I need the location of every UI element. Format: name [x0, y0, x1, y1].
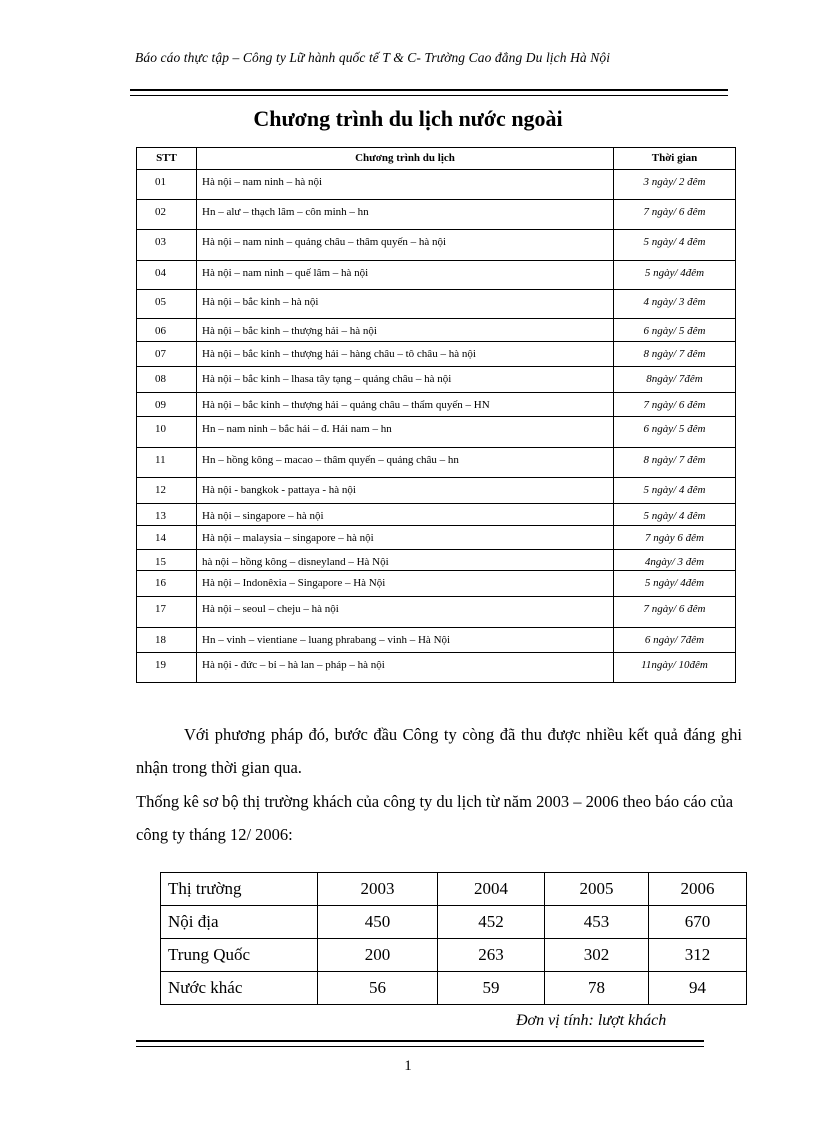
market-value: 453	[545, 906, 649, 939]
footer-rule-thick	[136, 1040, 704, 1042]
table-row	[137, 504, 736, 526]
row-stt: 06	[137, 319, 197, 342]
table-row	[137, 526, 736, 550]
table-row	[137, 628, 736, 653]
row-duration: 7 ngày 6 đêm	[614, 526, 736, 550]
table-row	[137, 417, 736, 448]
row-stt: 09	[137, 393, 197, 417]
row-duration: 7 ngày/ 6 đêm	[614, 393, 736, 417]
row-program: Hà nội – bắc kinh – thượng hải – hàng châu – tô châu – hà nội	[197, 342, 614, 367]
row-program: Hà nội – bắc kinh – lhasa tây tạng – quảng châu – hà nội	[197, 367, 614, 393]
row-duration: 6 ngày/ 5 đêm	[614, 319, 736, 342]
table-row	[137, 290, 736, 319]
column-header-stt: STT	[137, 148, 197, 170]
row-duration: 5 ngày/ 4đêm	[614, 571, 736, 597]
column-header-market: Thị trường	[161, 873, 318, 906]
table-row	[137, 653, 736, 683]
row-stt: 02	[137, 200, 197, 230]
row-stt: 19	[137, 653, 197, 683]
row-duration: 7 ngày/ 6 đêm	[614, 200, 736, 230]
table-row	[137, 448, 736, 478]
market-statistics-table	[160, 872, 747, 1005]
table-row	[137, 478, 736, 504]
row-stt: 17	[137, 597, 197, 628]
table-row	[137, 170, 736, 200]
table-row	[137, 571, 736, 597]
row-stt: 03	[137, 230, 197, 261]
table-row	[161, 906, 747, 939]
market-value: 94	[649, 972, 747, 1005]
row-stt: 11	[137, 448, 197, 478]
table-row	[161, 972, 747, 1005]
column-header-2006: 2006	[649, 873, 747, 906]
row-stt: 12	[137, 478, 197, 504]
row-duration: 8ngày/ 7đêm	[614, 367, 736, 393]
table-row	[137, 200, 736, 230]
row-stt: 16	[137, 571, 197, 597]
page-header: Báo cáo thực tập – Công ty Lữ hành quốc tế T & C- Trường Cao đẳng Du lịch Hà Nội	[135, 50, 611, 65]
row-program: Hà nội – malaysia – singapore – hà nội	[197, 526, 614, 550]
row-program: Hà nội – singapore – hà nội	[197, 504, 614, 526]
table-row	[137, 550, 736, 571]
market-value: 302	[545, 939, 649, 972]
row-program: Hà nội – Indonêxia – Singapore – Hà Nội	[197, 571, 614, 597]
row-duration: 8 ngày/ 7 đêm	[614, 342, 736, 367]
market-value: 56	[318, 972, 438, 1005]
market-value: 78	[545, 972, 649, 1005]
row-program: Hà nội – bắc kinh – thượng hải – quảng châu – thẩm quyến – HN	[197, 393, 614, 417]
row-program: Hà nội - bangkok - pattaya - hà nội	[197, 478, 614, 504]
page-number: 1	[404, 1058, 412, 1074]
table-row	[137, 367, 736, 393]
market-value: 452	[438, 906, 545, 939]
row-program: Hà nội – seoul – cheju – hà nội	[197, 597, 614, 628]
document-title: Chương trình du lịch nước ngoài	[253, 106, 563, 131]
column-header-program: Chương trình du lịch	[197, 148, 614, 170]
column-header-duration: Thời gian	[614, 148, 736, 170]
market-value: 450	[318, 906, 438, 939]
row-stt: 18	[137, 628, 197, 653]
row-duration: 8 ngày/ 7 đêm	[614, 448, 736, 478]
row-program: hà nội – hồng kông – disneyland – Hà Nội	[197, 550, 614, 571]
table-row	[137, 230, 736, 261]
row-stt: 08	[137, 367, 197, 393]
row-program: Hà nội – nam ninh – quế lâm – hà nội	[197, 261, 614, 290]
row-program: Hà nội – bắc kinh – hà nội	[197, 290, 614, 319]
row-duration: 4 ngày/ 3 đêm	[614, 290, 736, 319]
row-stt: 13	[137, 504, 197, 526]
row-program: Hn – hồng kông – macao – thâm quyến – quảng châu – hn	[197, 448, 614, 478]
tour-table-header-row	[137, 148, 736, 170]
header-rule-thin	[130, 95, 728, 96]
row-stt: 14	[137, 526, 197, 550]
table-row	[161, 939, 747, 972]
row-duration: 5 ngày/ 4đêm	[614, 261, 736, 290]
row-program: Hà nội – nam ninh – hà nội	[197, 170, 614, 200]
header-rule-thick	[130, 89, 728, 91]
table-row	[137, 342, 736, 367]
row-program: Hn – vinh – vientiane – luang phrabang – vinh – Hà Nội	[197, 628, 614, 653]
footer-rule-thin	[136, 1046, 704, 1047]
row-stt: 01	[137, 170, 197, 200]
row-duration: 7 ngày/ 6 đêm	[614, 597, 736, 628]
row-duration: 3 ngày/ 2 đêm	[614, 170, 736, 200]
row-program: Hà nội – nam ninh – quảng châu – thâm quyến – hà nội	[197, 230, 614, 261]
table-row	[137, 319, 736, 342]
row-stt: 05	[137, 290, 197, 319]
row-duration: 5 ngày/ 4 đêm	[614, 478, 736, 504]
market-value: 312	[649, 939, 747, 972]
row-stt: 07	[137, 342, 197, 367]
row-program: Hà nội – bắc kinh – thượng hải – hà nội	[197, 319, 614, 342]
market-name: Nội địa	[161, 906, 318, 939]
market-name: Nước khác	[161, 972, 318, 1005]
row-program: Hà nội - đức – bỉ – hà lan – pháp – hà nội	[197, 653, 614, 683]
market-value: 670	[649, 906, 747, 939]
row-program: Hn – alư – thạch lâm – côn minh – hn	[197, 200, 614, 230]
column-header-2005: 2005	[545, 873, 649, 906]
row-program: Hn – nam ninh – bắc hải – đ. Hải nam – hn	[197, 417, 614, 448]
market-value: 263	[438, 939, 545, 972]
row-duration: 6 ngày/ 7đêm	[614, 628, 736, 653]
body-paragraph-results: Với phương pháp đó, bước đầu Công ty còng đã thu được nhiều kết quả đáng ghi nhận trong thời gian qua.	[136, 725, 742, 777]
market-table-header-row	[161, 873, 747, 906]
unit-note: Đơn vị tính: lượt khách	[516, 1012, 667, 1029]
row-stt: 04	[137, 261, 197, 290]
row-duration: 4ngày/ 3 đêm	[614, 550, 736, 571]
column-header-2003: 2003	[318, 873, 438, 906]
body-paragraph-statistics: Thống kê sơ bộ thị trường khách của công ty du lịch từ năm 2003 – 2006 theo báo cáo của công ty tháng 12/ 2006:	[136, 792, 734, 844]
row-duration: 11ngày/ 10đêm	[614, 653, 736, 683]
tour-programs-table	[136, 147, 736, 683]
table-row	[137, 393, 736, 417]
column-header-2004: 2004	[438, 873, 545, 906]
market-value: 200	[318, 939, 438, 972]
row-duration: 5 ngày/ 4 đêm	[614, 504, 736, 526]
market-value: 59	[438, 972, 545, 1005]
table-row	[137, 261, 736, 290]
row-duration: 5 ngày/ 4 đêm	[614, 230, 736, 261]
row-duration: 6 ngày/ 5 đêm	[614, 417, 736, 448]
market-name: Trung Quốc	[161, 939, 318, 972]
row-stt: 10	[137, 417, 197, 448]
row-stt: 15	[137, 550, 197, 571]
table-row	[137, 597, 736, 628]
